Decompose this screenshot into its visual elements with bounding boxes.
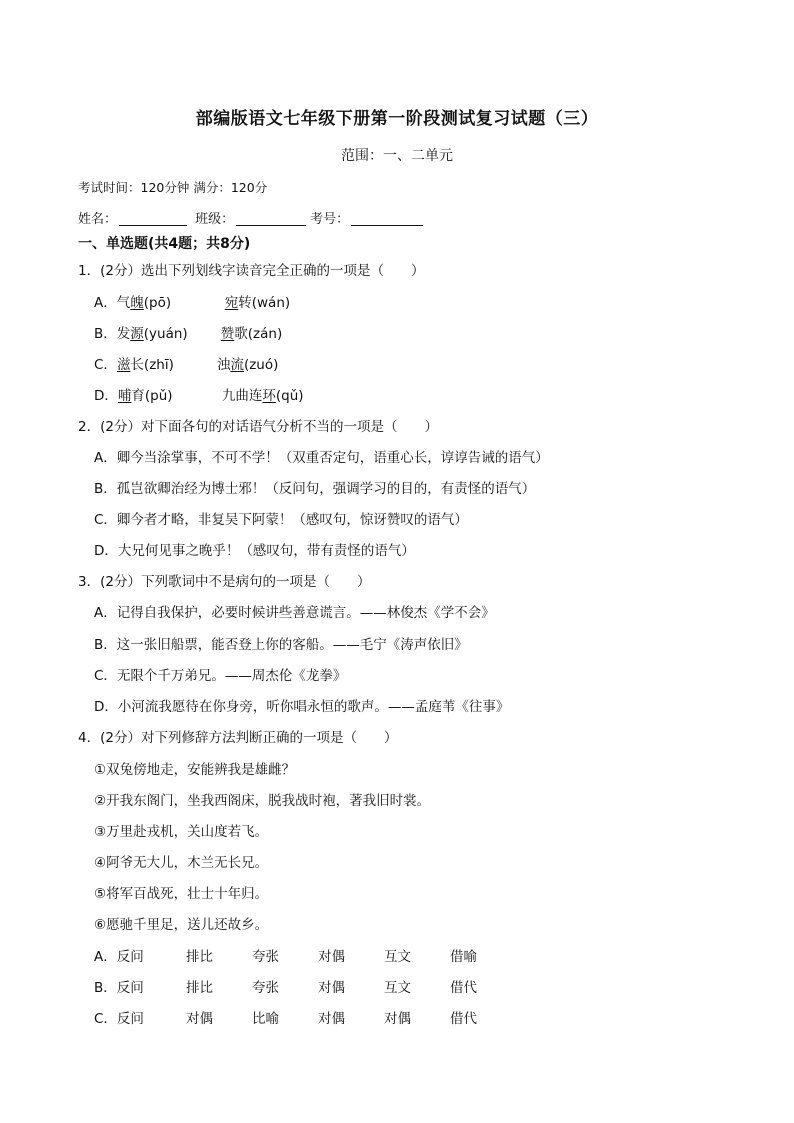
class-label: 班级：	[195, 212, 235, 227]
question-3-option-b: B．这一张旧船票，能否登上你的客船。——毛宁《涛声依旧》	[94, 637, 468, 653]
name-blank[interactable]	[119, 211, 187, 226]
question-4-item-4: ④阿爷无大儿，木兰无长兄。	[94, 855, 269, 871]
question-2-stem: 2．(2分）对下面各句的对话语气分析不当的一项是（ ）	[78, 419, 438, 435]
question-2-option-d: D．大兄何见事之晚乎！（感叹句，带有责怪的语气）	[94, 543, 415, 559]
question-4-item-1: ①双兔傍地走，安能辨我是雄雌？	[94, 762, 296, 778]
question-4-item-2: ②开我东阁门，坐我西阁床，脱我战时袍，著我旧时裳。	[94, 793, 431, 809]
question-4-item-6: ⑥愿驰千里足，送儿还故乡。	[94, 917, 269, 933]
question-4-item-5: ⑤将军百战死，壮士十年归。	[94, 886, 269, 902]
question-2-option-b: B．孤岂欲卿治经为博士邪！（反问句，强调学习的目的，有责怪的语气）	[94, 481, 536, 497]
student-fields	[78, 208, 427, 227]
question-4-option-a: A．反问 排比 夸张 对偶 互文 借喻	[94, 949, 477, 965]
section-heading: 一、单选题(共4题；共8分)	[78, 236, 251, 252]
question-3-stem: 3．(2分）下列歌词中不是病句的一项是（ ）	[78, 574, 371, 590]
question-2-option-a: A．卿今当涂掌事，不可不学！（双重否定句，语重心长，谆谆告诫的语气）	[94, 450, 549, 466]
question-3-option-d: D．小河流我愿待在你身旁，听你唱永恒的歌声。——孟庭苇《往事》	[94, 699, 510, 715]
question-4-option-b: B．反问 排比 夸张 对偶 互文 借代	[94, 980, 477, 996]
number-label: 考号：	[310, 212, 350, 227]
question-1-stem: 1．(2分）选出下列划线字读音完全正确的一项是（ ）	[78, 263, 425, 279]
question-4-stem: 4．(2分）对下列修辞方法判断正确的一项是（ ）	[78, 730, 398, 746]
number-blank[interactable]	[351, 211, 423, 226]
question-3-option-a: A．记得自我保护，必要时候讲些善意谎言。——林俊杰《学不会》	[94, 605, 495, 621]
question-3-option-c: C．无限个千万弟兄。——周杰伦《龙拳》	[94, 668, 347, 684]
page-subtitle: 范围：一、二单元	[341, 148, 453, 164]
page-title: 部编版语文七年级下册第一阶段测试复习试题（三）	[195, 109, 599, 129]
question-4-option-c: C．反问 对偶 比喻 对偶 对偶 借代	[94, 1011, 477, 1027]
name-label: 姓名：	[78, 212, 118, 227]
question-1-option-d: D．哺育(pǔ) 九曲连环(qǔ)	[94, 388, 304, 404]
question-1-option-c: C．滋长(zhī) 浊流(zuó)	[94, 357, 279, 373]
question-1-option-b: B．发源(yuán) 赞歌(zán)	[94, 326, 283, 342]
question-1-option-a: A．气魄(pō) 宛转(wán)	[94, 295, 291, 311]
question-4-item-3: ③万里赴戎机，关山度若飞。	[94, 824, 269, 840]
exam-info: 考试时间：120分钟 满分：120分	[78, 180, 268, 195]
class-blank[interactable]	[236, 211, 306, 226]
question-2-option-c: C．卿今者才略，非复吴下阿蒙！（感叹句，惊讶赞叹的语气）	[94, 512, 468, 528]
